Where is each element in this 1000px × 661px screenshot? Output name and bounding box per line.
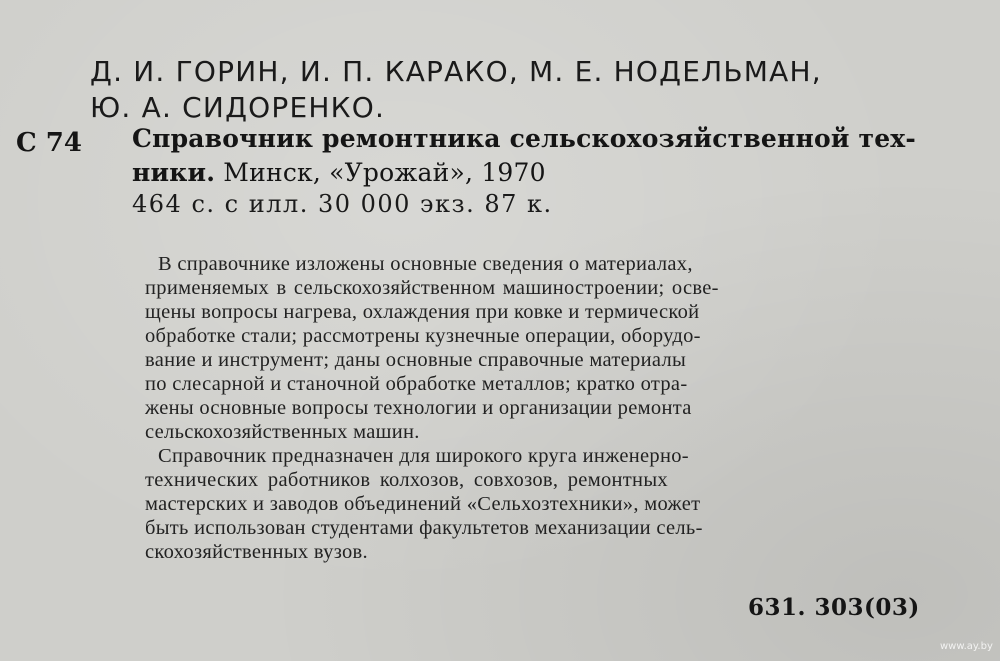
annotation-line: вание и инструмент; даны основные справочные материалы xyxy=(145,349,687,371)
title-line-2-rest: Минск, «Урожай», 1970 xyxy=(215,158,546,187)
annotation-line: сельскохозяйственных машин. xyxy=(145,421,420,443)
annotation-line: Справочник предназначен для широкого круга инженерно- xyxy=(158,445,689,467)
authors-line-2: Ю. А. СИДОРЕНКО. xyxy=(90,91,386,124)
authors-line-1: Д. И. ГОРИН, И. П. КАРАКО, М. Е. НОДЕЛЬМАН, xyxy=(90,55,822,88)
annotation-line: мастерских и заводов объединений «Сельхозтехники», может xyxy=(145,493,701,515)
annotation-line: технических работников колхозов, совхозов, ремонтных xyxy=(145,469,668,491)
udc-index: 631. 303(03) xyxy=(748,594,920,621)
annotation-line: по слесарной и станочной обработке металлов; кратко отра- xyxy=(145,373,688,395)
annotation-line: скохозяйственных вузов. xyxy=(145,541,368,563)
title-line-2 xyxy=(132,160,546,185)
annotation-line: быть использован студентами факультетов механизации сель- xyxy=(145,517,703,539)
annotation-line: обработке стали; рассмотрены кузнечные операции, оборудо- xyxy=(145,325,701,347)
annotation-line: В справочнике изложены основные сведения о материалах, xyxy=(158,253,693,275)
imprint: 464 с. с илл. 30 000 экз. 87 к. xyxy=(132,190,553,218)
catalog-code: С 74 xyxy=(16,128,82,158)
title-line-2-bold: ники. xyxy=(132,158,216,187)
annotation-line: жены основные вопросы технологии и организации ремонта xyxy=(145,397,692,419)
annotation-line: применяемых в сельскохозяйственном машиностроении; осве- xyxy=(145,277,719,299)
site-watermark: www.ay.by xyxy=(940,641,993,652)
title-line-1: Справочник ремонтника сельскохозяйственной тех- xyxy=(132,124,916,153)
annotation-line: щены вопросы нагрева, охлаждения при ковке и термической xyxy=(145,301,700,323)
